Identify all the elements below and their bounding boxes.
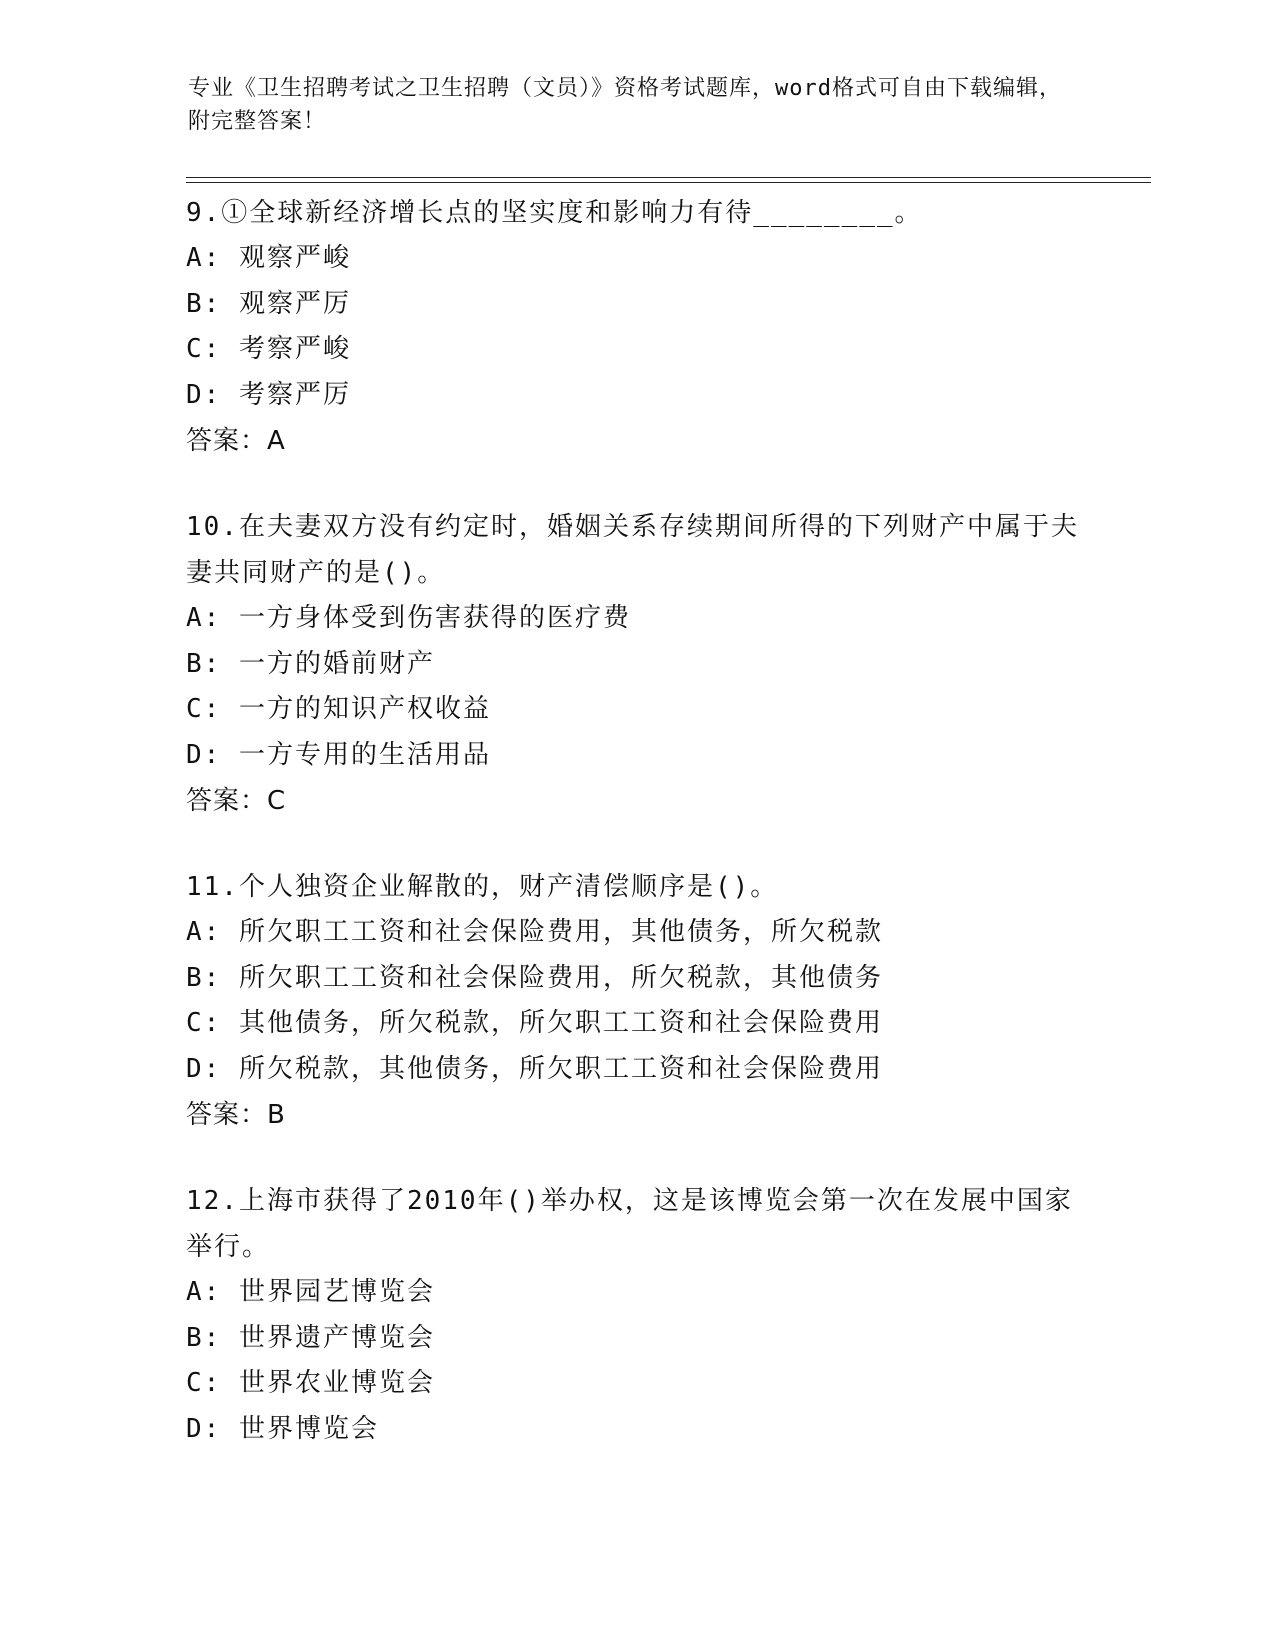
- option-a: A: 世界园艺博览会: [186, 1277, 435, 1307]
- question-10: [186, 504, 1086, 824]
- header-divider-bottom: [186, 182, 1151, 183]
- question-stem: 11.个人独资企业解散的，财产清偿顺序是()。: [186, 872, 779, 902]
- option-a: A: 所欠职工工资和社会保险费用，其他债务，所欠税款: [186, 917, 883, 947]
- question-11: [186, 864, 1086, 1138]
- option-c: C: 世界农业博览会: [186, 1368, 435, 1398]
- question-list: [186, 190, 1086, 1492]
- question-stem: 12.上海市获得了2010年()举办权，这是该博览会第一次在发展中国家举行。: [186, 1186, 1073, 1262]
- option-d: D: 世界博览会: [186, 1413, 379, 1444]
- question-9: [186, 190, 1086, 464]
- question-stem: 10.在夫妻双方没有约定时，婚姻关系存续期间所得的下列财产中属于夫妻共同财产的是()。: [186, 512, 1079, 588]
- document-header: 专业《卫生招聘考试之卫生招聘（文员）》资格考试题库，word格式可自由下载编辑，附完整答案！: [188, 76, 1062, 134]
- option-b: B: 观察严厉: [186, 288, 351, 319]
- question-12: [186, 1178, 1086, 1452]
- answer: 答案：B: [186, 1100, 286, 1130]
- option-b: B: 所欠职工工资和社会保险费用，所欠税款，其他债务: [186, 962, 883, 993]
- option-d: D: 一方专用的生活用品: [186, 739, 491, 770]
- option-c: C: 一方的知识产权收益: [186, 694, 491, 724]
- question-stem: 9.①全球新经济增长点的坚实度和影响力有待________。: [186, 198, 923, 228]
- answer: 答案：C: [186, 786, 287, 816]
- option-d: D: 考察严厉: [186, 379, 351, 410]
- option-a: A: 一方身体受到伤害获得的医疗费: [186, 603, 631, 633]
- header-divider-top: [186, 177, 1151, 178]
- option-c: C: 考察严峻: [186, 334, 351, 364]
- option-d: D: 所欠税款，其他债务，所欠职工工资和社会保险费用: [186, 1053, 883, 1084]
- option-c: C: 其他债务，所欠税款，所欠职工工资和社会保险费用: [186, 1008, 883, 1038]
- answer: 答案：A: [186, 426, 286, 456]
- option-a: A: 观察严峻: [186, 243, 351, 273]
- option-b: B: 世界遗产博览会: [186, 1322, 435, 1353]
- option-b: B: 一方的婚前财产: [186, 648, 435, 679]
